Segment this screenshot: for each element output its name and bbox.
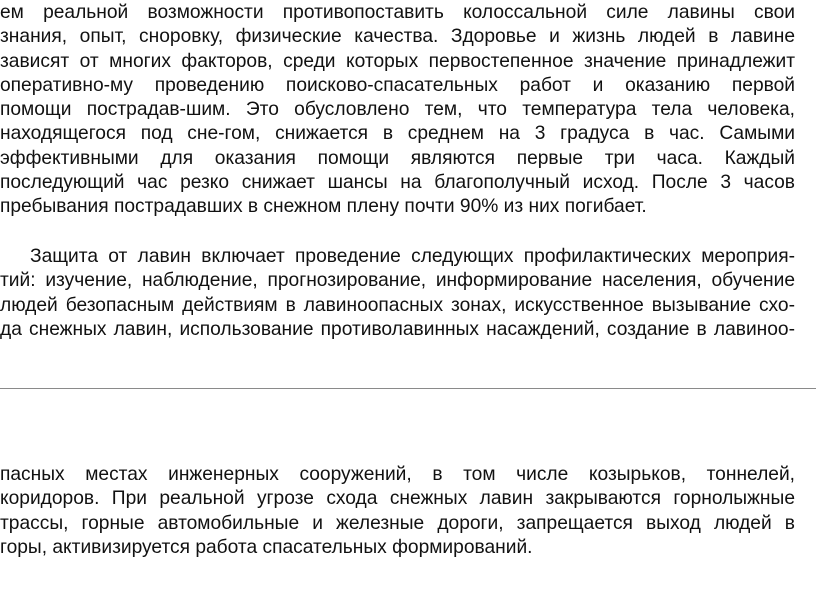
page-break-divider <box>0 388 816 389</box>
text-line: да снежных лавин, использование противолавинных насаждений, создание в лавиноо- <box>0 318 795 340</box>
text-line: оперативно-му проведению поисково-спасательных работ и оказанию первой <box>0 74 795 96</box>
text-line: пасных местах инженерных сооружений, в том числе козырьков, тоннелей, <box>0 464 795 485</box>
paragraph-avalanche-measures-continued <box>0 463 795 560</box>
text-line: коридоров. При реальной угрозе схода снежных лавин закрываются горнолыжные <box>0 488 795 510</box>
text-line: трассы, горные автомобильные и железные дороги, запрещается выход людей в <box>0 512 795 534</box>
paragraph-avalanche-protection <box>0 245 795 342</box>
text-line: находящегося под сне-гом, снижается в среднем на 3 градуса в час. Самыми <box>0 123 795 145</box>
text-line: Защита от лавин включает проведение следующих профилактических мероприя- <box>30 246 795 267</box>
text-line: ем реальной возможности противопоставить колоссальной силе лавины свои <box>0 2 795 23</box>
text-line: пребывания пострадавших в снежном плену почти 90% из них погибает. <box>0 196 647 218</box>
text-line: знания, опыт, сноровку, физические качества. Здоровье и жизнь людей в лавине <box>0 26 795 48</box>
text-line: горы, активизируется работа спасательных формирований. <box>0 536 533 558</box>
text-line: эффективными для оказания помощи являются первые три часа. Каждый <box>0 147 795 169</box>
text-line: тий: изучение, наблюдение, прогнозирование, информирование населения, обучение <box>0 270 795 292</box>
text-line: помощи пострадав-шим. Это обусловлено тем, что температура тела человека, <box>0 99 795 121</box>
text-line: зависят от многих факторов, среди которых первостепенное значение принадлежит <box>0 50 795 72</box>
paragraph-rescue-survival <box>0 1 795 220</box>
text-line: людей безопасным действиям в лавиноопасных зонах, искусственное вызывание схо- <box>0 294 795 316</box>
text-line: последующий час резко снижает шансы на благополучный исход. После 3 часов <box>0 172 795 194</box>
